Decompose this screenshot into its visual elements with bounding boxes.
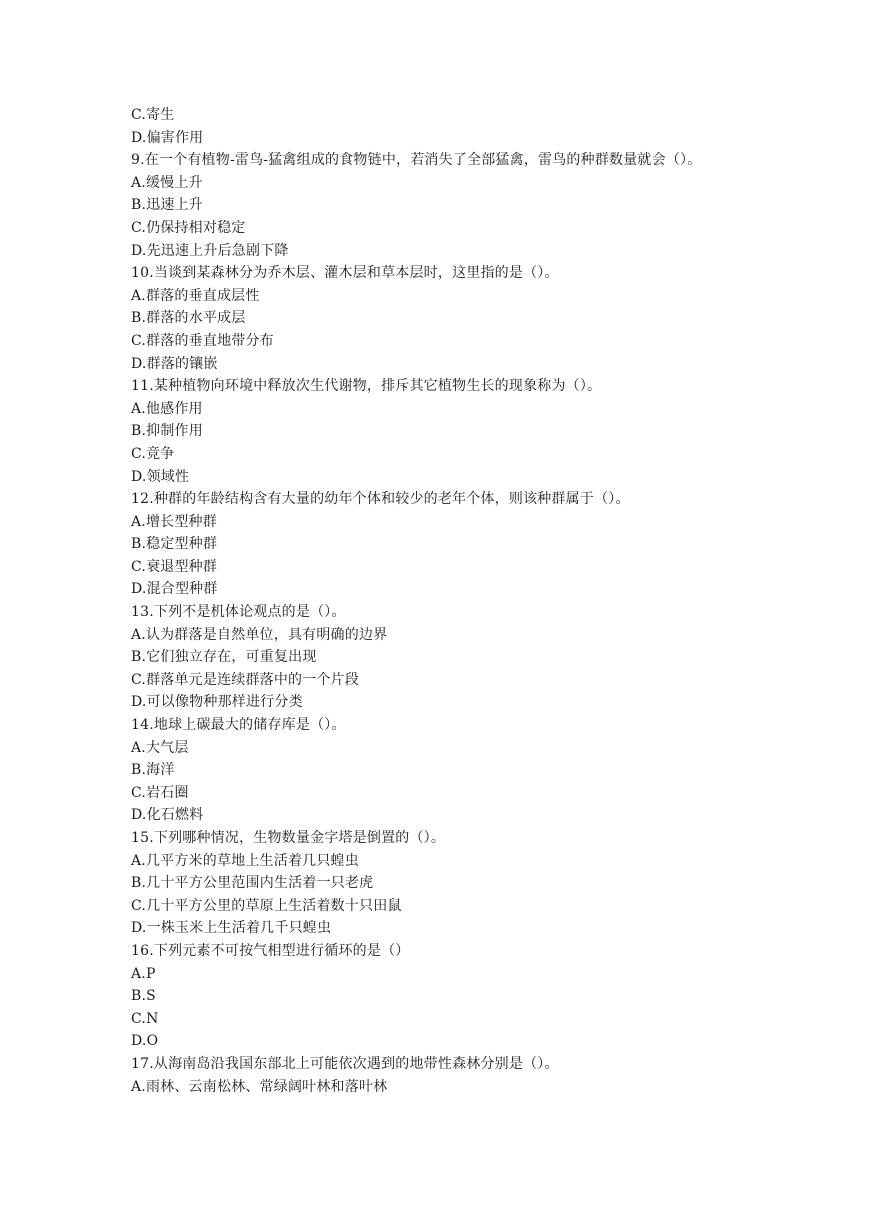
- option-line: A.大气层: [131, 739, 189, 756]
- option-line: A.认为群落是自然单位，具有明确的边界: [131, 626, 388, 643]
- option-line: B.海洋: [131, 762, 175, 779]
- option-line: C.衰退型种群: [131, 558, 218, 575]
- option-line: A.P: [131, 965, 156, 982]
- option-line: C.群落单元是连续群落中的一个片段: [131, 671, 360, 688]
- option-line: A.雨林、云南松林、常绿阔叶林和落叶林: [131, 1078, 388, 1095]
- option-line: A.他感作用: [131, 400, 203, 417]
- option-line: A.群落的垂直成层性: [131, 287, 260, 304]
- option-line: D.混合型种群: [131, 581, 218, 598]
- question-line: 11.某种植物向环境中释放次生代谢物，排斥其它植物生长的现象称为（）。: [131, 378, 602, 395]
- option-line: D.O: [131, 1033, 159, 1050]
- option-line: C.仍保持相对稳定: [131, 219, 246, 236]
- option-line: B.抑制作用: [131, 423, 203, 440]
- question-line: 13.下列不是机体论观点的是（）。: [131, 604, 346, 621]
- question-line: 10.当谈到某森林分为乔木层、灌木层和草本层时，这里指的是（）。: [131, 265, 559, 282]
- option-line: B.它们独立存在，可重复出现: [131, 649, 317, 666]
- option-line: D.领域性: [131, 468, 190, 485]
- option-line: D.化石燃料: [131, 807, 204, 824]
- option-line: B.群落的水平成层: [131, 310, 246, 327]
- option-line: A.增长型种群: [131, 513, 217, 530]
- question-line: 15.下列哪种情况，生物数量金字塔是倒置的（）。: [131, 830, 446, 846]
- option-line: C.N: [131, 1010, 159, 1027]
- option-line: B.稳定型种群: [131, 536, 218, 553]
- option-line: C.岩石圈: [131, 784, 189, 801]
- question-line: 16.下列元素不可按气相型进行循环的是（）: [131, 942, 410, 959]
- option-line: D.偏害作用: [131, 129, 204, 146]
- option-line: C.竞争: [131, 445, 175, 462]
- option-line: A.几平方米的草地上生活着几只蝗虫: [131, 852, 359, 869]
- option-line: C.群落的垂直地带分布: [131, 332, 274, 349]
- option-line: B.迅速上升: [131, 197, 203, 214]
- question-line: 9.在一个有植物-雷鸟-猛禽组成的食物链中，若消失了全部猛禽，雷鸟的种群数量就会（）。: [131, 152, 702, 169]
- option-line: D.一株玉米上生活着几千只蝗虫: [131, 920, 332, 937]
- option-line: B.几十平方公里范围内生活着一只老虎: [131, 875, 374, 892]
- question-line: 17.从海南岛沿我国东部北上可能依次遇到的地带性森林分别是（）。: [131, 1055, 559, 1072]
- option-line: C.几十平方公里的草原上生活着数十只田鼠: [131, 897, 402, 914]
- question-line: 12.种群的年龄结构含有大量的幼年个体和较少的老年个体，则该种群属于（）。: [131, 491, 630, 508]
- option-line: D.先迅速上升后急剧下降: [131, 242, 289, 259]
- option-line: C.寄生: [131, 107, 175, 123]
- question-text-block: [131, 104, 771, 1098]
- question-line: 14.地球上碳最大的储存库是（）。: [131, 717, 346, 734]
- option-line: A.缓慢上升: [131, 174, 203, 191]
- option-line: D.可以像物种那样进行分类: [131, 694, 303, 711]
- option-line: D.群落的镶嵌: [131, 355, 218, 372]
- option-line: B.S: [131, 988, 156, 1005]
